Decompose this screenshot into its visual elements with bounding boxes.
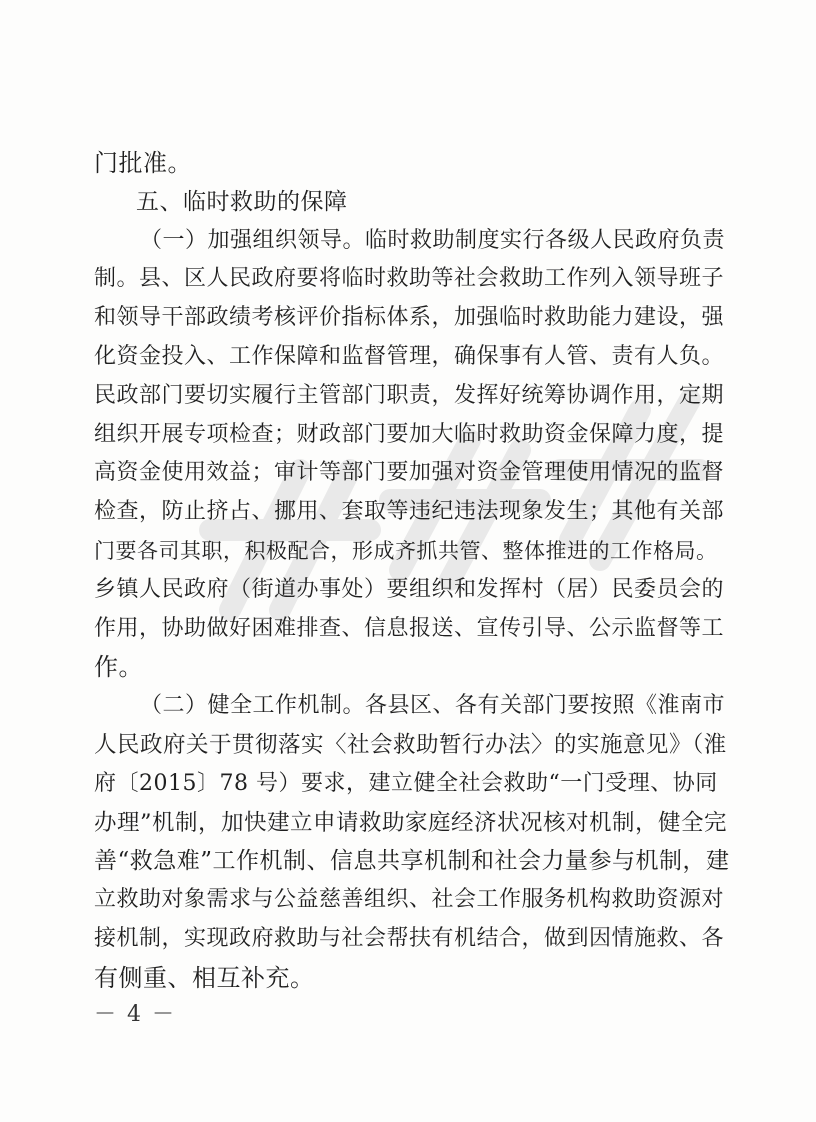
text-line-17: 府〔2015〕78 号）要求，建立健全社会救助“一门受理、协同 <box>94 770 718 796</box>
page-number: － 4 － <box>94 1002 176 1027</box>
text-line-15: （二）健全工作机制。各县区、各有关部门要按照《淮南市 <box>140 693 726 719</box>
text-line-18: 办理”机制，加快建立申请救助家庭经济状况核对机制，健全完 <box>94 809 728 836</box>
text-line-4: 制。县、区人民政府要将临时救助等社会救助工作列入领导班子 <box>94 266 725 292</box>
text-line-7: 民政部门要切实履行主管部门职责，发挥好统筹协调作用，定期 <box>94 382 725 408</box>
text-line-1: 门批准。 <box>94 149 192 177</box>
text-line-21: 接机制，实现政府救助与社会帮扶有机结合，做到因情施救、各 <box>94 926 725 951</box>
text-line-9: 高资金使用效益；审计等部门要加强对资金管理使用情况的监督 <box>94 460 725 486</box>
text-line-13: 作用，协助做好困难排查、信息报送、宣传引导、公示监督等工 <box>94 615 725 641</box>
text-line-3: （一）加强组织领导。临时救助制度实行各级人民政府负责 <box>140 227 726 253</box>
text-line-6: 化资金投入、工作保障和监督管理，确保事有人管、责有人负。 <box>94 344 725 369</box>
text-line-12: 乡镇人民政府（街道办事处）要组织和发挥村（居）民委员会的 <box>94 576 725 602</box>
text-line-20: 立救助对象需求与公益慈善组织、社会工作服务机构救助资源对 <box>94 887 725 913</box>
text-line-16: 人民政府关于贯彻落实〈社会救助暂行办法〉的实施意见》（淮 <box>94 732 727 758</box>
text-line-22: 有侧重、相互补充。 <box>94 963 315 992</box>
text-line-10: 检查，防止挤占、挪用、套取等违纪违法现象发生；其他有关部 <box>94 499 725 525</box>
text-line-8: 组织开展专项检查；财政部门要加大临时救助资金保障力度，提 <box>94 421 725 447</box>
text-line-5: 和领导干部政绩考核评价指标体系，加强临时救助能力建设，强 <box>94 305 725 331</box>
section-heading: 五、临时救助的保障 <box>136 188 348 215</box>
text-line-19: 善“救急难”工作机制、信息共享机制和社会力量参与机制，建 <box>94 848 730 875</box>
text-line-11: 门要各司其职，积极配合，形成齐抓共管、整体推进的工作格局。 <box>94 539 718 563</box>
text-line-14: 作。 <box>94 653 143 682</box>
